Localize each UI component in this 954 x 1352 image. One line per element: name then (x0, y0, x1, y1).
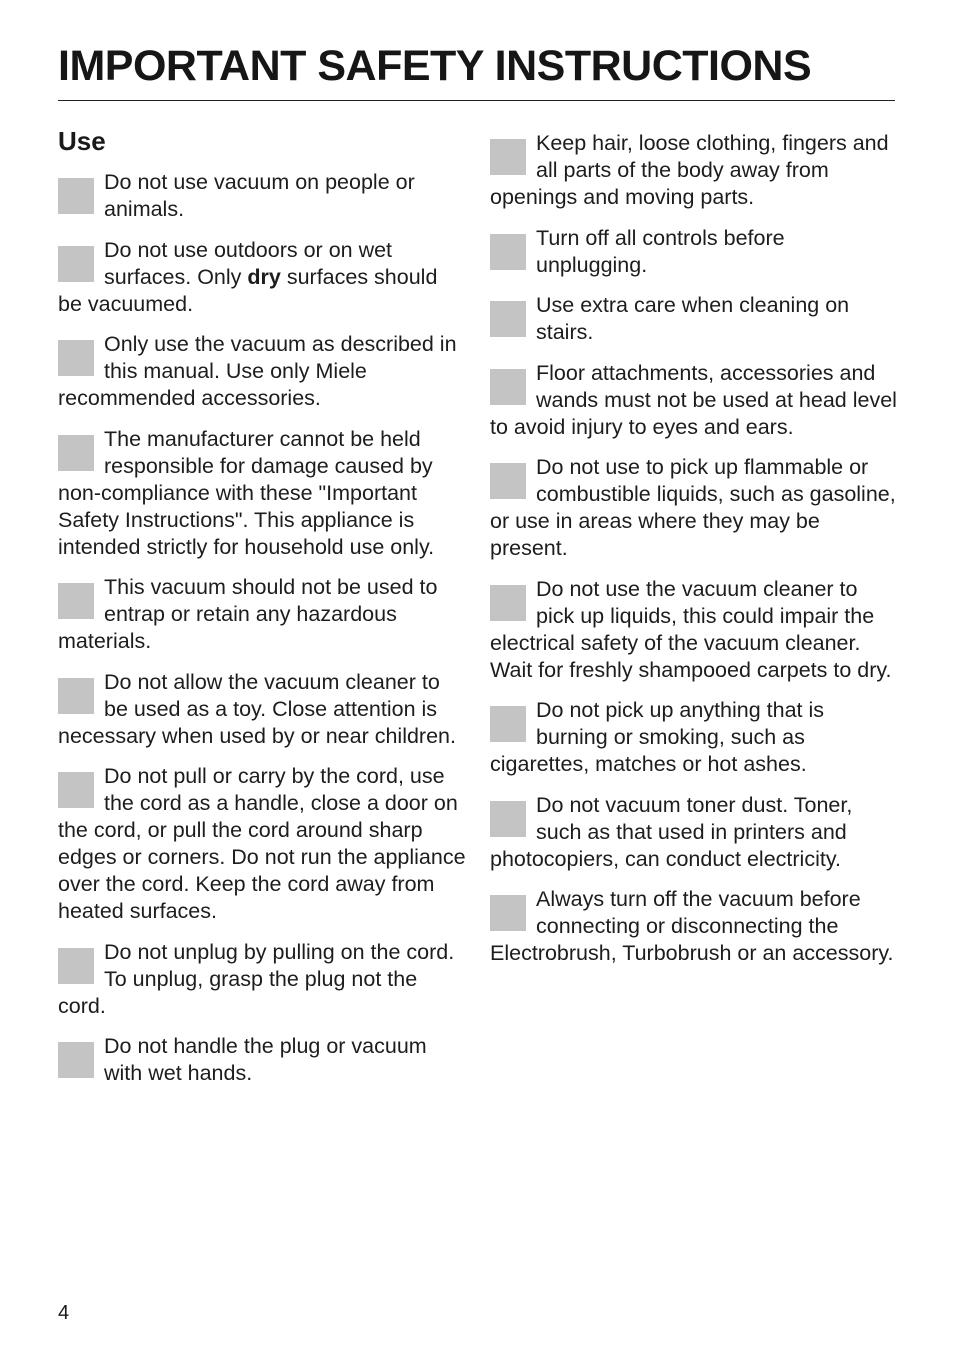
bullet-square-icon (490, 801, 526, 837)
instruction-text: Do not use the vacuum cleaner to pick up liquids, this could impair the electrical safety of the vacuum cleaner. Wait for freshly shampooed carpets to dry. (490, 576, 892, 682)
instruction-item (58, 939, 466, 1020)
instruction-text: Use extra care when cleaning on stairs. (536, 293, 850, 344)
title-divider (58, 100, 895, 101)
instruction-text: Do not use to pick up flammable or combustible liquids, such as gasoline, or use in areas where they may be present. (490, 455, 896, 560)
instruction-text: Turn off all controls before unplugging. (536, 225, 785, 277)
instruction-item (58, 237, 466, 318)
bullet-square-icon (490, 895, 526, 931)
instruction-item (58, 574, 466, 655)
instruction-text: Do not pull or carry by the cord, use the cord as a handle, close a door on the cord, or pull the cord around sharp edges or corners. Do not run the appliance over the cord. Keep the cord away from heated surfaces. (58, 764, 466, 923)
instruction-text: Do not handle the plug or vacuum with wet hands. (104, 1034, 427, 1085)
page-title: IMPORTANT SAFETY INSTRUCTIONS (58, 42, 812, 90)
bullet-square-icon (58, 1042, 94, 1078)
bullet-square-icon (58, 246, 94, 282)
instruction-text: This vacuum should not be used to entrap or retain any hazardous materials. (58, 575, 438, 653)
bullet-square-icon (58, 948, 94, 984)
instruction-item (490, 130, 898, 211)
instruction-text: The manufacturer cannot be held responsible for damage caused by non-compliance with these "Important Safety Instructions". This appliance is intended strictly for household use only. (58, 426, 435, 559)
instruction-text-continued: surfaces should be vacuumed. (58, 264, 438, 316)
bullet-square-icon (58, 772, 94, 808)
bullet-square-icon (490, 369, 526, 405)
bullet-square-icon (490, 706, 526, 742)
bullet-square-icon (58, 583, 94, 619)
instruction-item (490, 454, 898, 562)
instruction-text: Do not allow the vacuum cleaner to be used as a toy. Close attention is necessary when used by or near children. (58, 669, 456, 748)
instruction-item (58, 426, 466, 561)
instruction-text: Do not pick up anything that is burning or smoking, such as cigarettes, matches or hot ashes. (490, 698, 825, 776)
instruction-item (490, 292, 898, 346)
instruction-item (58, 169, 466, 223)
bullet-square-icon (490, 463, 526, 499)
right-column (490, 130, 898, 981)
instruction-text: Only use the vacuum as described in this manual. Use only Miele recommended accessories. (58, 332, 457, 410)
instruction-text: Do not use outdoors or on wet surfaces. Only (104, 237, 393, 289)
instruction-item (58, 669, 466, 750)
instruction-item (490, 697, 898, 778)
left-column (58, 126, 466, 1101)
instruction-item (490, 576, 898, 684)
bullet-square-icon (490, 234, 526, 270)
instruction-item (58, 1033, 466, 1087)
bullet-square-icon (58, 435, 94, 471)
instruction-item (490, 886, 898, 967)
instruction-item (490, 225, 898, 279)
instruction-text: Do not unplug by pulling on the cord. To unplug, grasp the plug not the cord. (58, 939, 455, 1018)
instruction-text: Do not vacuum toner dust. Toner, such as that used in printers and photocopiers, can conduct electricity. (490, 792, 853, 871)
instruction-item (490, 360, 898, 441)
instruction-item (58, 763, 466, 925)
instruction-text: Keep hair, loose clothing, fingers and all parts of the body away from openings and moving parts. (490, 131, 889, 209)
instruction-item (58, 331, 466, 412)
bullet-square-icon (58, 678, 94, 714)
bullet-square-icon (58, 340, 94, 376)
bullet-square-icon (490, 301, 526, 337)
left-instruction-list (58, 169, 466, 1087)
bullet-square-icon (58, 178, 94, 214)
bullet-square-icon (490, 585, 526, 621)
section-heading-use: Use (58, 126, 106, 156)
instruction-emphasis: dry (247, 264, 281, 289)
instruction-text: Always turn off the vacuum before connecting or disconnecting the Electrobrush, Turbobrush or an accessory. (490, 887, 894, 965)
instruction-item (490, 792, 898, 873)
right-instruction-list (490, 130, 898, 967)
page-number: 4 (58, 1302, 70, 1324)
instruction-text: Floor attachments, accessories and wands must not be used at head level to avoid injury to eyes and ears. (490, 360, 897, 439)
bullet-square-icon (490, 139, 526, 175)
instruction-text: Do not use vacuum on people or animals. (104, 170, 415, 221)
